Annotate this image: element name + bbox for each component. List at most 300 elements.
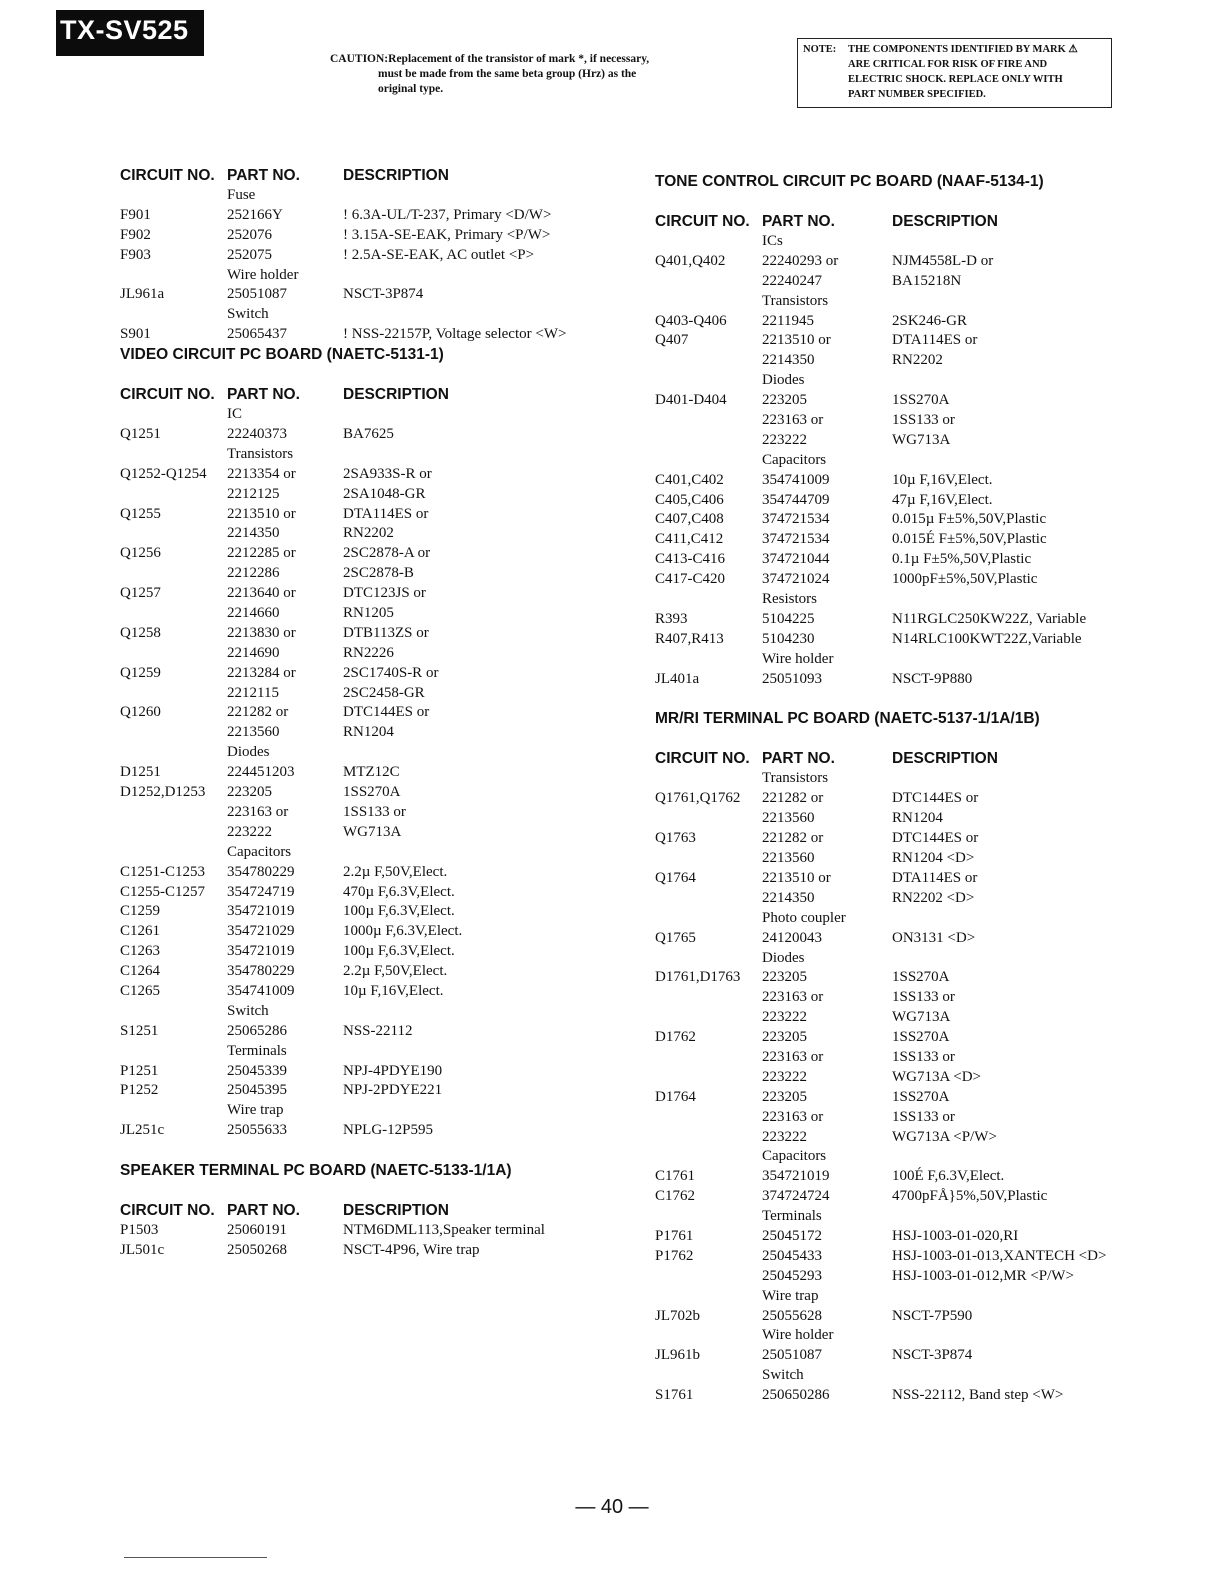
video-board-title: VIDEO CIRCUIT PC BOARD (NAETC-5131-1) xyxy=(120,346,444,364)
part-no-cell: 2212115 xyxy=(227,684,279,701)
part-no-cell: Wire holder xyxy=(762,650,834,667)
description-cell: 100µ F,6.3V,Elect. xyxy=(343,903,455,920)
circuit-no-cell: P1251 xyxy=(120,1062,159,1079)
circuit-no-cell: Q1260 xyxy=(120,704,161,721)
table-row xyxy=(120,405,620,425)
table-row xyxy=(120,425,620,445)
description-cell: NSS-22112, Band step <W> xyxy=(892,1387,1064,1404)
description-cell xyxy=(892,1147,1172,1167)
part-no-cell: 354741009 xyxy=(227,982,295,999)
part-no-cell: 252076 xyxy=(227,226,272,243)
description-cell: RN1204 xyxy=(343,724,394,741)
part-no-cell: Photo coupler xyxy=(762,909,846,926)
circuit-no-cell: Q401,Q402 xyxy=(655,252,726,269)
circuit-no-cell: D401-D404 xyxy=(655,392,727,409)
description-cell: 2SC1740S-R or xyxy=(343,664,439,681)
circuit-no-cell: Q1259 xyxy=(120,664,161,681)
tone-board-title: TONE CONTROL CIRCUIT PC BOARD (NAAF-5134-1) xyxy=(655,173,1044,190)
part-no-cell: 2213510 or xyxy=(227,505,296,522)
table-row xyxy=(655,809,1175,829)
circuit-no-cell: C417-C420 xyxy=(655,571,726,588)
circuit-no-cell xyxy=(120,843,227,863)
description-cell: 2SA1048-GR xyxy=(343,485,426,502)
table-row xyxy=(655,1386,1175,1406)
circuit-no-cell: C1265 xyxy=(120,982,161,999)
part-no-cell: 223222 xyxy=(762,1128,807,1145)
circuit-no-cell xyxy=(655,272,762,292)
part-no-cell: 2213640 or xyxy=(227,585,296,602)
description-cell: 1SS270A xyxy=(343,784,401,801)
part-no-cell: 374721534 xyxy=(762,531,830,548)
description-cell: NPJ-4PDYE190 xyxy=(343,1062,443,1079)
part-no-cell: 374721024 xyxy=(762,571,830,588)
part-no-cell: Terminals xyxy=(762,1208,822,1225)
circuit-no-cell: D1252,D1253 xyxy=(120,784,206,801)
description-cell xyxy=(892,451,1172,471)
description-header: DESCRIPTION xyxy=(343,1202,449,1220)
circuit-no-cell xyxy=(120,405,227,425)
description-header: DESCRIPTION xyxy=(343,386,449,404)
part-no-cell: 374721044 xyxy=(762,551,830,568)
circuit-no-cell xyxy=(120,266,227,286)
mr-parts-table xyxy=(655,769,1175,1406)
circuit-no-cell: P1252 xyxy=(120,1082,159,1099)
part-no-cell: 2213560 xyxy=(227,724,280,741)
part-no-cell: 223205 xyxy=(227,784,272,801)
description-cell: ! 3.15A-SE-EAK, Primary <P/W> xyxy=(343,226,551,243)
circuit-no-cell: S901 xyxy=(120,326,151,343)
circuit-no-cell xyxy=(120,305,227,325)
table-row xyxy=(655,849,1175,869)
circuit-no-cell: P1761 xyxy=(655,1227,694,1244)
table-row xyxy=(120,922,620,942)
part-no-cell: 2212285 or xyxy=(227,545,296,562)
description-cell: 100µ F,6.3V,Elect. xyxy=(343,943,455,960)
table-row xyxy=(655,411,1175,431)
part-no-cell: 2213830 or xyxy=(227,624,296,641)
tone-parts-table xyxy=(655,232,1175,689)
table-row xyxy=(120,863,620,883)
part-no-cell: 2213354 or xyxy=(227,465,296,482)
circuit-no-cell xyxy=(655,889,762,909)
table-row xyxy=(655,391,1175,411)
table-row xyxy=(120,703,620,723)
description-cell: 1000µ F,6.3V,Elect. xyxy=(343,923,463,940)
part-no-cell: 2213560 xyxy=(762,850,815,867)
circuit-no-cell xyxy=(120,644,227,664)
description-cell: RN1205 xyxy=(343,605,394,622)
description-cell: WG713A xyxy=(892,1009,951,1026)
description-cell: DTA114ES or xyxy=(343,505,429,522)
circuit-no-cell xyxy=(655,1147,762,1167)
description-cell: N11RGLC250KW22Z, Variable xyxy=(892,610,1087,627)
table-row xyxy=(120,266,620,286)
table-row xyxy=(655,351,1175,371)
part-no-cell: 223163 or xyxy=(762,412,824,429)
circuit-no-cell xyxy=(120,564,227,584)
note-line: ELECTRIC SHOCK. REPLACE ONLY WITH xyxy=(848,74,1063,85)
circuit-no-cell: JL961b xyxy=(655,1347,700,1364)
circuit-no-cell xyxy=(655,292,762,312)
description-cell xyxy=(892,909,1172,929)
table-row xyxy=(120,285,620,305)
circuit-no-cell xyxy=(655,232,762,252)
description-cell: DTC144ES or xyxy=(892,830,979,847)
part-no-cell: 25045395 xyxy=(227,1082,287,1099)
description-cell: RN2202 xyxy=(892,352,943,369)
part-no-header: PART NO. xyxy=(762,750,835,768)
table-row xyxy=(120,624,620,644)
part-no-cell: 354721019 xyxy=(227,903,295,920)
description-cell: 0.015µ F±5%,50V,Plastic xyxy=(892,511,1047,528)
description-cell: NSS-22112 xyxy=(343,1022,413,1039)
circuit-no-cell xyxy=(655,351,762,371)
part-no-cell: 2213560 xyxy=(762,810,815,827)
table-row xyxy=(655,252,1175,272)
part-no-cell: 354721029 xyxy=(227,923,295,940)
table-row xyxy=(655,431,1175,451)
description-cell xyxy=(892,1207,1172,1227)
part-no-cell: 223163 or xyxy=(227,803,289,820)
description-cell: 10µ F,16V,Elect. xyxy=(343,982,444,999)
circuit-no-cell: F903 xyxy=(120,246,151,263)
circuit-no-cell: D1762 xyxy=(655,1029,696,1046)
circuit-no-cell xyxy=(655,1048,762,1068)
description-cell: NPJ-2PDYE221 xyxy=(343,1082,443,1099)
description-cell: 1SS270A xyxy=(892,969,950,986)
table-row xyxy=(120,186,620,206)
description-cell xyxy=(343,1002,613,1022)
table-row xyxy=(120,1002,620,1022)
description-cell: HSJ-1003-01-020,RI xyxy=(892,1227,1019,1244)
part-no-cell: 354724719 xyxy=(227,883,295,900)
table-row xyxy=(655,968,1175,988)
table-row xyxy=(655,650,1175,670)
table-row xyxy=(655,630,1175,650)
circuit-no-cell xyxy=(655,909,762,929)
circuit-no-cell: C1761 xyxy=(655,1168,696,1185)
table-row xyxy=(655,1227,1175,1247)
description-cell: ON3131 <D> xyxy=(892,929,976,946)
part-no-header: PART NO. xyxy=(227,386,300,404)
table-row xyxy=(655,1287,1175,1307)
circuit-no-cell: P1762 xyxy=(655,1247,694,1264)
description-cell: 2.2µ F,50V,Elect. xyxy=(343,863,448,880)
description-cell: BA15218N xyxy=(892,272,962,289)
description-cell: 1SS270A xyxy=(892,1029,950,1046)
description-cell: BA7625 xyxy=(343,426,394,443)
part-no-header: PART NO. xyxy=(227,1202,300,1220)
circuit-no-cell: C411,C412 xyxy=(655,531,724,548)
part-no-cell: 25051093 xyxy=(762,670,822,687)
table-row xyxy=(655,471,1175,491)
circuit-no-cell xyxy=(655,411,762,431)
part-no-cell: 223205 xyxy=(762,1029,807,1046)
description-cell: RN1204 <D> xyxy=(892,850,975,867)
description-cell: WG713A <P/W> xyxy=(892,1128,997,1145)
table-row xyxy=(120,644,620,664)
circuit-no-cell xyxy=(655,809,762,829)
part-no-cell: 223163 or xyxy=(762,1048,824,1065)
description-cell: WG713A xyxy=(892,431,951,448)
description-cell: 2SA933S-R or xyxy=(343,465,432,482)
description-header: DESCRIPTION xyxy=(892,750,998,768)
circuit-no-cell: Q1258 xyxy=(120,624,161,641)
part-no-cell: 2214350 xyxy=(227,525,280,542)
part-no-cell: 2213510 or xyxy=(762,869,831,886)
table-row xyxy=(120,465,620,485)
left-column xyxy=(120,166,620,1261)
page-number: — 40 — xyxy=(575,1496,649,1518)
table-row xyxy=(655,1346,1175,1366)
part-no-cell: Wire trap xyxy=(762,1287,819,1304)
table-row xyxy=(655,909,1175,929)
part-no-cell: 223205 xyxy=(762,969,807,986)
part-no-cell: 22240373 xyxy=(227,426,287,443)
table-row xyxy=(655,769,1175,789)
description-cell: 1SS133 or xyxy=(892,412,955,429)
part-no-cell: 223205 xyxy=(762,392,807,409)
description-cell xyxy=(892,769,1172,789)
part-no-cell: 221282 or xyxy=(227,704,289,721)
circuit-no-cell xyxy=(655,1287,762,1307)
part-no-cell: 354721019 xyxy=(227,943,295,960)
description-cell: RN1204 xyxy=(892,810,943,827)
description-cell: 2.2µ F,50V,Elect. xyxy=(343,963,448,980)
description-cell: NPLG-12P595 xyxy=(343,1122,434,1139)
table-row xyxy=(120,564,620,584)
part-no-cell: 5104225 xyxy=(762,610,815,627)
part-no-cell: Wire trap xyxy=(227,1102,284,1119)
part-no-cell: Wire holder xyxy=(762,1327,834,1344)
note-line: THE COMPONENTS IDENTIFIED BY MARK ⚠ xyxy=(848,44,1078,55)
part-no-cell: 25045339 xyxy=(227,1062,287,1079)
description-cell: ! 6.3A-UL/T-237, Primary <D/W> xyxy=(343,206,552,223)
table-row xyxy=(655,451,1175,471)
circuit-no-cell xyxy=(655,371,762,391)
table-row xyxy=(120,982,620,1002)
circuit-no-cell xyxy=(120,803,227,823)
description-cell xyxy=(343,743,613,763)
description-cell: 1SS133 or xyxy=(892,1108,955,1125)
description-cell xyxy=(892,1366,1172,1386)
description-cell: DTA114ES or xyxy=(892,869,978,886)
description-cell: NSCT-3P874 xyxy=(343,286,424,303)
note-line: PART NUMBER SPECIFIED. xyxy=(848,89,986,100)
part-no-cell: 25045172 xyxy=(762,1227,822,1244)
description-cell: 470µ F,6.3V,Elect. xyxy=(343,883,455,900)
table-row xyxy=(655,1247,1175,1267)
circuit-no-cell xyxy=(120,1042,227,1062)
table-row xyxy=(655,272,1175,292)
part-no-cell: Transistors xyxy=(762,292,829,309)
circuit-no-cell: R407,R413 xyxy=(655,630,724,647)
description-cell: 1SS133 or xyxy=(343,803,406,820)
table-header xyxy=(120,385,620,405)
circuit-no-cell: Q1763 xyxy=(655,830,696,847)
part-no-cell: 221282 or xyxy=(762,790,824,807)
part-no-cell: Wire holder xyxy=(227,266,299,283)
part-no-cell: 224451203 xyxy=(227,764,295,781)
circuit-no-cell xyxy=(655,1366,762,1386)
description-cell: 47µ F,16V,Elect. xyxy=(892,491,993,508)
table-row xyxy=(655,590,1175,610)
part-no-cell: 252075 xyxy=(227,246,272,263)
description-cell: 2SC2458-GR xyxy=(343,684,425,701)
circuit-no-cell: R393 xyxy=(655,610,688,627)
table-row xyxy=(120,246,620,266)
description-cell xyxy=(343,266,613,286)
safety-note-box xyxy=(797,38,1112,108)
description-cell: NJM4558L-D or xyxy=(892,252,994,269)
table-row xyxy=(120,883,620,903)
table-row xyxy=(120,505,620,525)
circuit-no-header: CIRCUIT NO. xyxy=(655,750,750,768)
description-cell: WG713A <D> xyxy=(892,1068,981,1085)
description-header: DESCRIPTION xyxy=(892,213,998,230)
circuit-no-cell xyxy=(120,445,227,465)
note-line: ARE CRITICAL FOR RISK OF FIRE AND xyxy=(848,59,1048,70)
caution-line: CAUTION:Replacement of the transistor of mark *, if necessary, xyxy=(330,53,650,65)
table-row xyxy=(655,1048,1175,1068)
table-row xyxy=(120,962,620,982)
part-no-cell: 24120043 xyxy=(762,929,822,946)
part-no-cell: 25045433 xyxy=(762,1247,822,1264)
table-row xyxy=(655,1068,1175,1088)
circuit-no-cell: JL251c xyxy=(120,1122,165,1139)
circuit-no-cell xyxy=(655,1326,762,1346)
circuit-no-cell xyxy=(655,451,762,471)
caution-line: must be made from the same beta group (Hrz) as the xyxy=(378,68,637,80)
circuit-no-cell xyxy=(655,1128,762,1148)
part-no-cell: Diodes xyxy=(762,949,805,966)
circuit-no-cell: Q1255 xyxy=(120,505,161,522)
circuit-no-cell xyxy=(655,1008,762,1028)
part-no-cell: 25065286 xyxy=(227,1022,287,1039)
circuit-no-cell xyxy=(120,186,227,206)
table-row xyxy=(655,869,1175,889)
table-row xyxy=(120,1101,620,1121)
circuit-no-header: CIRCUIT NO. xyxy=(120,167,215,184)
description-cell: 1000pF±5%,50V,Plastic xyxy=(892,571,1038,588)
circuit-no-header: CIRCUIT NO. xyxy=(655,213,750,230)
table-row xyxy=(120,524,620,544)
part-no-cell: Switch xyxy=(227,306,269,323)
part-no-cell: 22240293 or xyxy=(762,252,839,269)
circuit-no-cell: Q1256 xyxy=(120,545,161,562)
description-cell: DTC123JS or xyxy=(343,585,426,602)
table-row xyxy=(655,331,1175,351)
description-cell xyxy=(892,371,1172,391)
description-cell: 10µ F,16V,Elect. xyxy=(892,471,993,488)
circuit-no-cell: Q1764 xyxy=(655,869,696,886)
table-row xyxy=(655,949,1175,969)
part-no-cell: 2212286 xyxy=(227,565,280,582)
circuit-no-cell xyxy=(120,604,227,624)
part-no-cell: 2212125 xyxy=(227,485,280,502)
circuit-no-cell xyxy=(120,1002,227,1022)
description-cell xyxy=(343,1042,613,1062)
table-row xyxy=(120,803,620,823)
table-row xyxy=(655,1108,1175,1128)
description-cell: DTA114ES or xyxy=(892,332,978,349)
part-no-cell: 223222 xyxy=(762,431,807,448)
part-no-cell: Switch xyxy=(227,1002,269,1019)
part-no-cell: 252166Y xyxy=(227,206,283,223)
description-cell: 100É F,6.3V,Elect. xyxy=(892,1168,1005,1185)
part-no-cell: 223163 or xyxy=(762,1108,824,1125)
circuit-no-cell: JL961a xyxy=(120,286,165,303)
part-no-cell: 354780229 xyxy=(227,963,295,980)
circuit-no-cell: F902 xyxy=(120,226,151,243)
description-cell xyxy=(892,1287,1172,1307)
circuit-no-cell: C1264 xyxy=(120,963,161,980)
description-cell: NTM6DML113,Speaker terminal xyxy=(343,1222,545,1239)
description-cell: 1SS270A xyxy=(892,1088,950,1105)
table-row xyxy=(120,445,620,465)
table-row xyxy=(655,670,1175,690)
part-no-cell: 354721019 xyxy=(762,1168,830,1185)
description-cell: 4700pFÅ}5%,50V,Plastic xyxy=(892,1188,1048,1205)
table-row xyxy=(655,530,1175,550)
part-no-cell: 223222 xyxy=(762,1009,807,1026)
part-no-cell: 25055633 xyxy=(227,1122,287,1139)
part-no-cell: Resistors xyxy=(762,591,818,608)
table-row xyxy=(120,743,620,763)
table-row xyxy=(655,510,1175,530)
table-row xyxy=(120,783,620,803)
part-no-cell: 223163 or xyxy=(762,989,824,1006)
description-cell: RN2226 xyxy=(343,644,394,661)
table-row xyxy=(120,604,620,624)
part-no-cell: 25051087 xyxy=(762,1347,822,1364)
circuit-no-cell: Q1765 xyxy=(655,929,696,946)
table-row xyxy=(120,305,620,325)
description-cell: RN2202 <D> xyxy=(892,889,975,906)
circuit-no-cell xyxy=(120,524,227,544)
description-cell xyxy=(892,232,1172,252)
circuit-no-cell xyxy=(120,723,227,743)
part-no-cell: 223205 xyxy=(762,1088,807,1105)
table-row xyxy=(655,1366,1175,1386)
part-no-cell: Fuse xyxy=(227,187,256,203)
circuit-no-cell xyxy=(655,650,762,670)
description-cell xyxy=(892,650,1172,670)
table-row xyxy=(655,1207,1175,1227)
part-no-cell: 2213284 or xyxy=(227,664,296,681)
description-cell: 2SC2878-A or xyxy=(343,545,431,562)
part-no-cell: 5104230 xyxy=(762,630,815,647)
circuit-no-header: CIRCUIT NO. xyxy=(120,1202,215,1220)
circuit-no-cell xyxy=(120,1101,227,1121)
table-row xyxy=(120,1221,620,1241)
description-cell: 2SC2878-B xyxy=(343,565,414,582)
description-cell: NSCT-4P96, Wire trap xyxy=(343,1241,480,1258)
table-row xyxy=(655,570,1175,590)
table-row xyxy=(120,763,620,783)
circuit-no-cell: C413-C416 xyxy=(655,551,726,568)
circuit-no-cell: C1251-C1253 xyxy=(120,863,206,880)
description-cell: WG713A xyxy=(343,823,402,840)
table-row xyxy=(120,843,620,863)
part-no-cell: Transistors xyxy=(762,770,829,787)
circuit-no-cell: Q407 xyxy=(655,332,689,349)
description-cell: 1SS133 or xyxy=(892,989,955,1006)
part-no-cell: Capacitors xyxy=(762,451,827,468)
mr-board-title: MR/RI TERMINAL PC BOARD (NAETC-5137-1/1A/1B) xyxy=(655,710,1040,728)
table-row xyxy=(655,1147,1175,1167)
circuit-no-cell xyxy=(655,1207,762,1227)
